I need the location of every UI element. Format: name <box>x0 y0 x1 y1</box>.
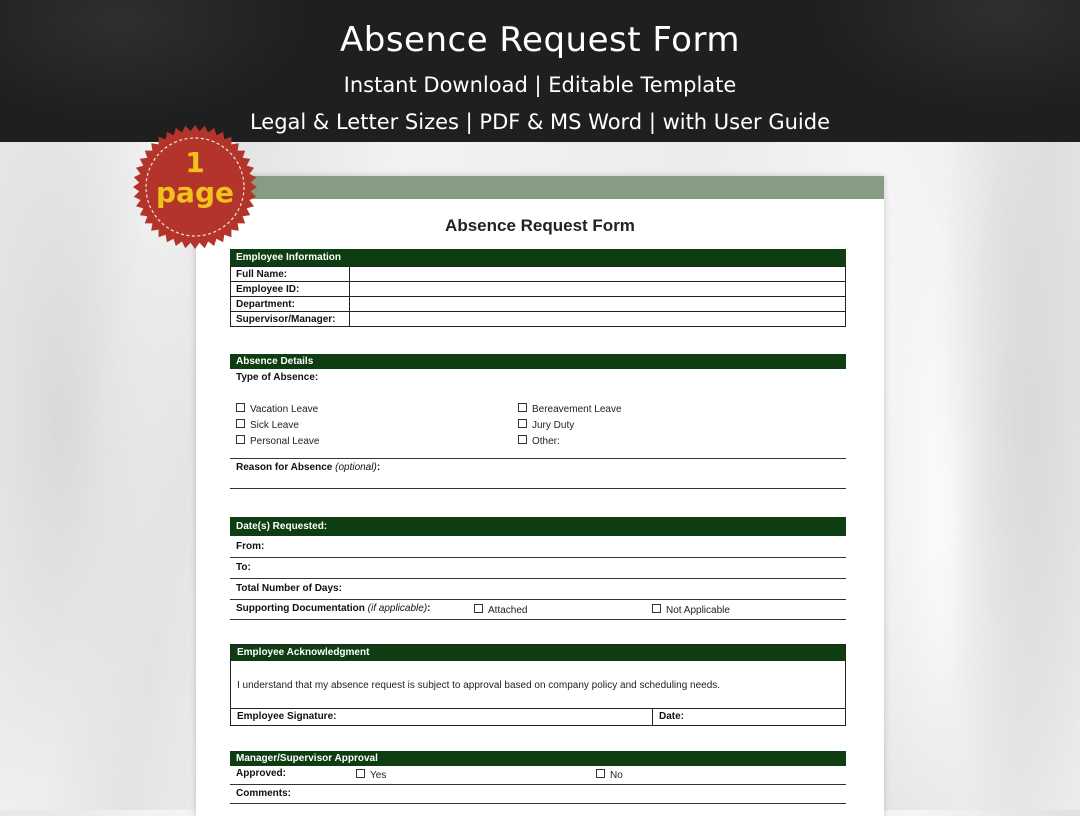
divider <box>230 458 846 459</box>
supervisor-label: Supervisor/Manager: <box>231 312 350 327</box>
department-label: Department: <box>231 297 350 312</box>
divider <box>231 708 845 709</box>
reason-field-line[interactable] <box>230 488 846 489</box>
comments-field-line[interactable] <box>230 803 846 804</box>
divider <box>652 708 653 725</box>
form-document <box>196 176 884 816</box>
employee-signature-label: Employee Signature: <box>237 711 337 722</box>
divider <box>230 784 846 785</box>
checkbox-icon[interactable] <box>518 435 527 444</box>
full-name-label: Full Name: <box>231 267 350 282</box>
employee-information-header: Employee Information <box>230 249 846 266</box>
banner-subtitle-1: Instant Download | Editable Template <box>343 73 737 97</box>
supervisor-field[interactable] <box>350 312 846 327</box>
manager-approval-header: Manager/Supervisor Approval <box>230 751 846 766</box>
full-name-field[interactable] <box>350 267 846 282</box>
employee-information-section <box>230 249 846 327</box>
checkbox-icon[interactable] <box>518 403 527 412</box>
date-label: Date: <box>659 711 685 722</box>
one-page-badge <box>132 124 258 250</box>
option-no[interactable]: No <box>596 769 623 781</box>
checkbox-icon[interactable] <box>236 435 245 444</box>
option-other[interactable]: Other: <box>518 435 560 447</box>
acknowledgment-text: I understand that my absence request is subject to approval based on company policy and scheduling needs. <box>237 680 721 691</box>
option-attached[interactable]: Attached <box>474 604 527 616</box>
employee-acknowledgment-header: Employee Acknowledgment <box>231 645 845 661</box>
option-yes[interactable]: Yes <box>356 769 386 781</box>
badge-word: page <box>156 176 234 209</box>
type-of-absence-label: Type of Absence: <box>236 372 319 383</box>
table-row <box>231 282 846 297</box>
checkbox-icon[interactable] <box>236 419 245 428</box>
employee-id-field[interactable] <box>350 282 846 297</box>
reason-for-absence-label: Reason for Absence (optional): <box>236 462 381 473</box>
total-days-field-line[interactable] <box>230 599 846 600</box>
option-sick-leave[interactable]: Sick Leave <box>236 419 299 431</box>
to-label: To: <box>236 562 251 573</box>
to-field-line[interactable] <box>230 578 846 579</box>
absence-details-section <box>230 354 846 494</box>
option-bereavement-leave[interactable]: Bereavement Leave <box>518 403 622 415</box>
absence-details-header: Absence Details <box>230 354 846 369</box>
divider <box>230 619 846 620</box>
promo-banner <box>0 0 1080 142</box>
from-field-line[interactable] <box>230 557 846 558</box>
approved-label: Approved: <box>236 768 286 779</box>
department-field[interactable] <box>350 297 846 312</box>
banner-subtitle-2: Legal & Letter Sizes | PDF & MS Word | with User Guide <box>249 110 831 134</box>
badge-number: 1 <box>185 146 205 179</box>
form-title: Absence Request Form <box>445 216 635 235</box>
from-label: From: <box>236 541 265 552</box>
option-jury-duty[interactable]: Jury Duty <box>518 419 574 431</box>
checkbox-icon[interactable] <box>356 769 365 778</box>
table-row <box>231 267 846 282</box>
manager-approval-section <box>230 751 846 811</box>
option-vacation-leave[interactable]: Vacation Leave <box>236 403 318 415</box>
checkbox-icon[interactable] <box>596 769 605 778</box>
employee-information-table <box>230 266 846 327</box>
table-row <box>231 312 846 327</box>
comments-label: Comments: <box>236 788 292 799</box>
banner-title: Absence Request Form <box>339 20 740 60</box>
dates-requested-header: Date(s) Requested: <box>230 517 846 536</box>
document-top-bar <box>196 176 884 199</box>
checkbox-icon[interactable] <box>474 604 483 613</box>
checkbox-icon[interactable] <box>652 604 661 613</box>
supporting-documentation-label: Supporting Documentation (if applicable): <box>236 603 431 614</box>
employee-id-label: Employee ID: <box>231 282 350 297</box>
checkbox-icon[interactable] <box>518 419 527 428</box>
option-not-applicable[interactable]: Not Applicable <box>652 604 730 616</box>
option-personal-leave[interactable]: Personal Leave <box>236 435 320 447</box>
employee-acknowledgment-section <box>230 644 846 726</box>
dates-requested-section <box>230 517 846 622</box>
total-days-label: Total Number of Days: <box>236 583 342 594</box>
table-row <box>231 297 846 312</box>
checkbox-icon[interactable] <box>236 403 245 412</box>
